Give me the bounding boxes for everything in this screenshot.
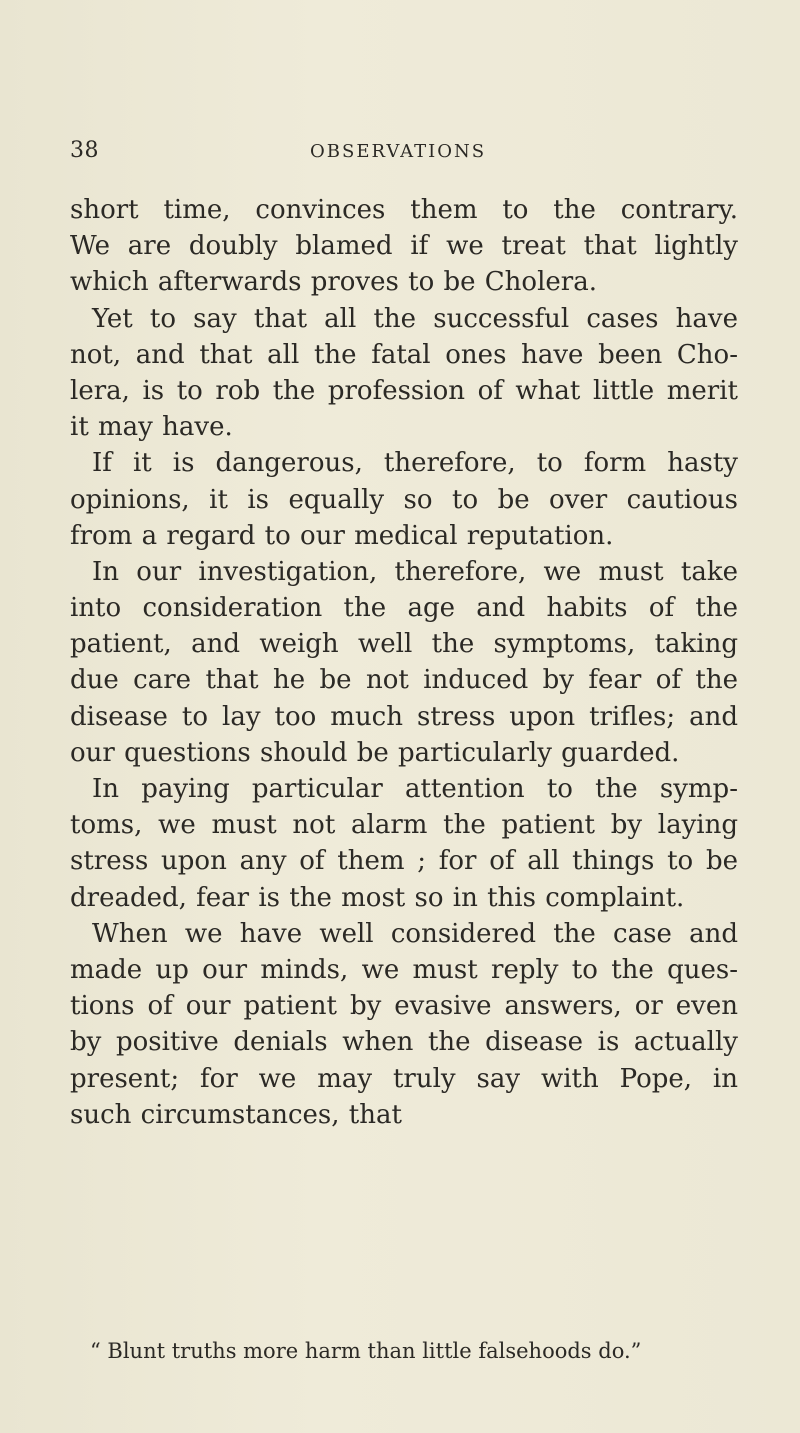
text-line: due care that he be not induced by fear of the: [70, 665, 738, 696]
text-line: In our investigation, therefore, we must take: [92, 556, 738, 587]
text-line: stress upon any of them ; for of all things to be: [70, 846, 738, 877]
text-line: When we have well considered the case and: [92, 918, 738, 949]
text-line: If it is dangerous, therefore, to form hasty: [92, 448, 738, 479]
text-line: toms, we must not alarm the patient by laying: [70, 810, 738, 841]
text-line: lera, is to rob the profession of what little merit: [70, 375, 738, 406]
page-number: 38: [70, 138, 99, 163]
text-line: our questions should be particularly guarded.: [70, 737, 680, 768]
running-head: [70, 138, 740, 168]
text-line: short time, convinces them to the contrary.: [70, 195, 738, 225]
text-line: We are doubly blamed if we treat that lightly: [70, 231, 738, 262]
text-line: into consideration the age and habits of the: [70, 593, 738, 624]
text-line: present; for we may truly say with Pope, in: [70, 1063, 738, 1094]
text-line: made up our minds, we must reply to the ques-: [70, 954, 738, 985]
text-line: tions of our patient by evasive answers, or even: [70, 991, 738, 1022]
text-line: which afterwards proves to be Cholera.: [70, 267, 597, 298]
text-line: dreaded, fear is the most so in this complaint.: [70, 882, 685, 913]
body-text: [70, 192, 738, 1133]
running-title: OBSERVATIONS: [310, 141, 487, 162]
text-line: not, and that all the fatal ones have been Cho-: [70, 339, 738, 370]
text-line: Yet to say that all the successful cases have: [92, 303, 738, 334]
text-line: disease to lay too much stress upon trifles; and: [70, 701, 738, 732]
text-line: opinions, it is equally so to be over cautious: [70, 484, 738, 515]
text-line: it may have.: [70, 412, 233, 443]
text-line: from a regard to our medical reputation.: [70, 520, 614, 551]
text-line: patient, and weigh well the symptoms, taking: [70, 629, 738, 660]
text-line: by positive denials when the disease is actually: [70, 1027, 738, 1058]
text-line: In paying particular attention to the symp-: [92, 774, 738, 804]
text-line: such circumstances, that: [70, 1099, 402, 1130]
quotation: “ Blunt truths more harm than little falsehoods do.”: [90, 1339, 642, 1363]
